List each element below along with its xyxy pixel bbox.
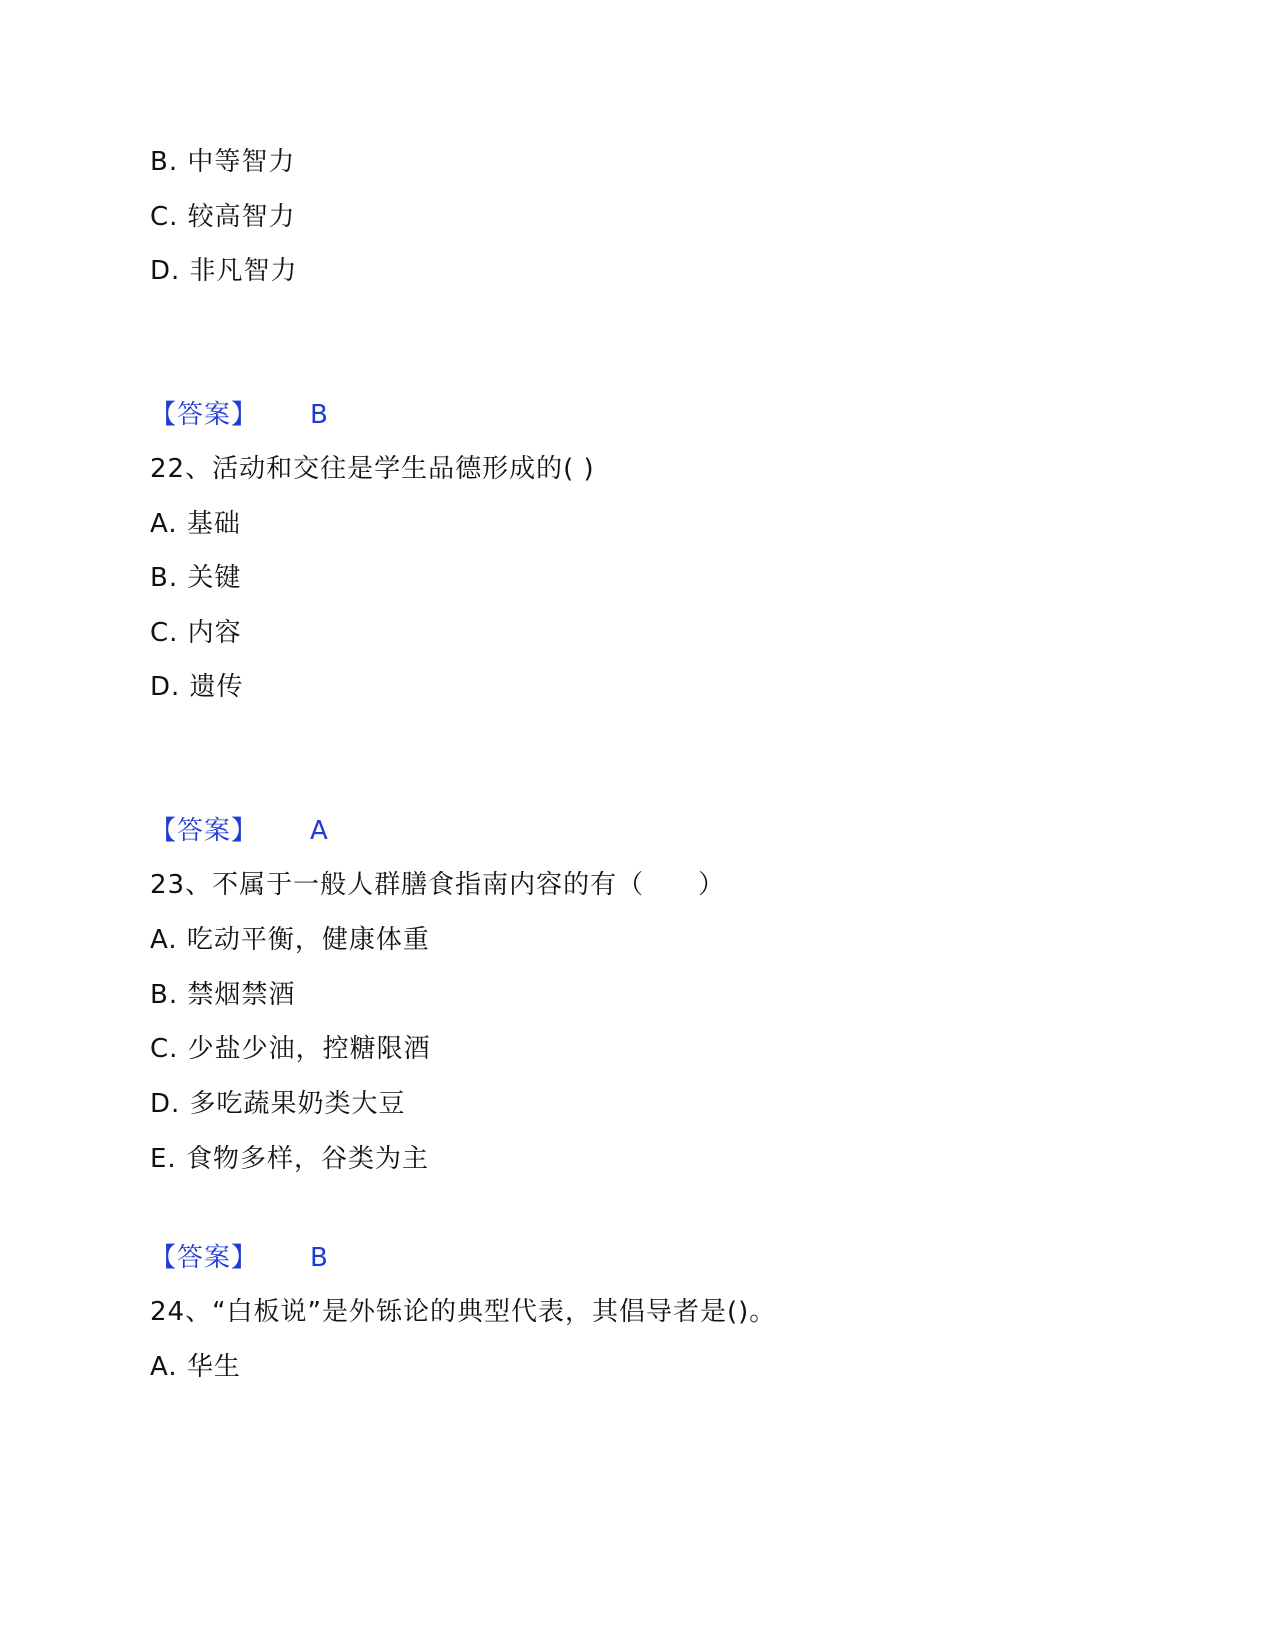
option-q22-d: D. 遗传 — [150, 672, 244, 702]
option-q21-d: D. 非凡智力 — [150, 256, 298, 286]
option-q23-d: D. 多吃蔬果奶类大豆 — [150, 1089, 406, 1119]
answer-q23 — [150, 1241, 329, 1275]
option-q23-a: A. 吃动平衡，健康体重 — [150, 925, 430, 955]
option-q22-b: B. 关键 — [150, 563, 242, 593]
option-q22-c: C. 内容 — [150, 618, 242, 648]
option-q21-c: C. 较高智力 — [150, 202, 296, 232]
answer-label: 【答案】 — [150, 400, 259, 430]
option-q22-a: A. 基础 — [150, 509, 241, 539]
answer-q22 — [150, 814, 329, 848]
question-22: 22、活动和交往是学生品德形成的( ) — [150, 454, 595, 484]
option-q23-e: E. 食物多样，谷类为主 — [150, 1144, 429, 1174]
answer-label: 【答案】 — [150, 816, 259, 846]
question-24: 24、“白板说”是外铄论的典型代表，其倡导者是()。 — [150, 1297, 777, 1327]
option-q23-c: C. 少盐少油，控糖限酒 — [150, 1034, 431, 1064]
answer-value: B — [310, 400, 329, 430]
answer-q21 — [150, 398, 329, 432]
option-q24-a: A. 华生 — [150, 1352, 241, 1382]
option-q21-b: B. 中等智力 — [150, 147, 296, 177]
option-q23-b: B. 禁烟禁酒 — [150, 980, 296, 1010]
question-23: 23、不属于一般人群膳食指南内容的有（ ） — [150, 870, 726, 900]
answer-label: 【答案】 — [150, 1243, 259, 1273]
answer-value: A — [310, 816, 329, 846]
answer-value: B — [310, 1243, 329, 1273]
